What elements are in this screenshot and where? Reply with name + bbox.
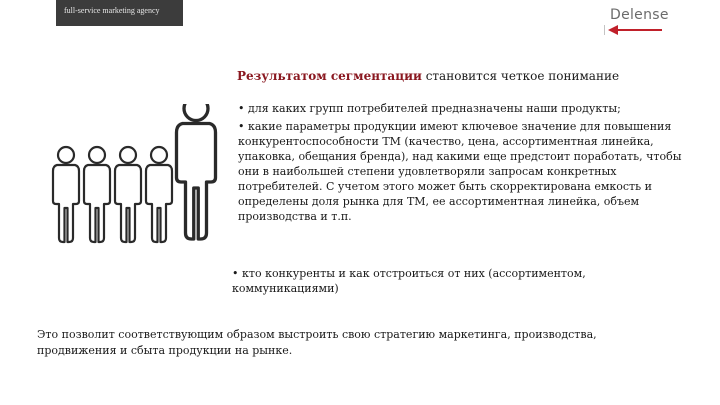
bullet-item: • кто конкуренты и как отстроиться от них (ассортиментом, коммуникациями)	[232, 267, 586, 295]
conclusion-paragraph: Это позволит соответствующим образом выстроить свою стратегию маркетинга, производства, продвижения и сбыта продукции на рынке.	[37, 328, 597, 357]
brand-logo	[604, 6, 669, 38]
people-figures-illustration	[48, 104, 226, 244]
person-figure-small-3	[115, 147, 141, 242]
heading-rest: становится четкое понимание	[421, 69, 620, 83]
person-figure-small-4	[146, 147, 172, 242]
person-figure-small-1	[53, 147, 79, 242]
person-figure-large	[177, 104, 216, 239]
agency-banner	[56, 0, 183, 26]
heading-emphasis: Результатом сегментации	[237, 69, 422, 83]
bullet-item: • для каких групп потребителей предназначены наши продукты;	[238, 102, 621, 115]
person-figure-small-2	[84, 147, 110, 242]
bullet-item: • какие параметры продукции имеют ключевое значение для повышения конкурентоспособности ТМ (качество, цена, ассортиментная линейка, упаковка, обещания бренда), над какими еще предстоит поработать, чтобы они в наибольшей степени удовлетворяли запросам конкретных потребителей. С учетом этого может быть скорректирована емкость и определены доля рынка для ТМ, ее ассортиментная линейка, объем производства и т.п.	[238, 120, 682, 223]
section-heading	[237, 68, 687, 84]
logo-wordmark: Delense	[610, 7, 669, 23]
agency-tagline: full-service marketing agency	[64, 6, 160, 15]
logo-arrow-icon	[604, 24, 666, 36]
